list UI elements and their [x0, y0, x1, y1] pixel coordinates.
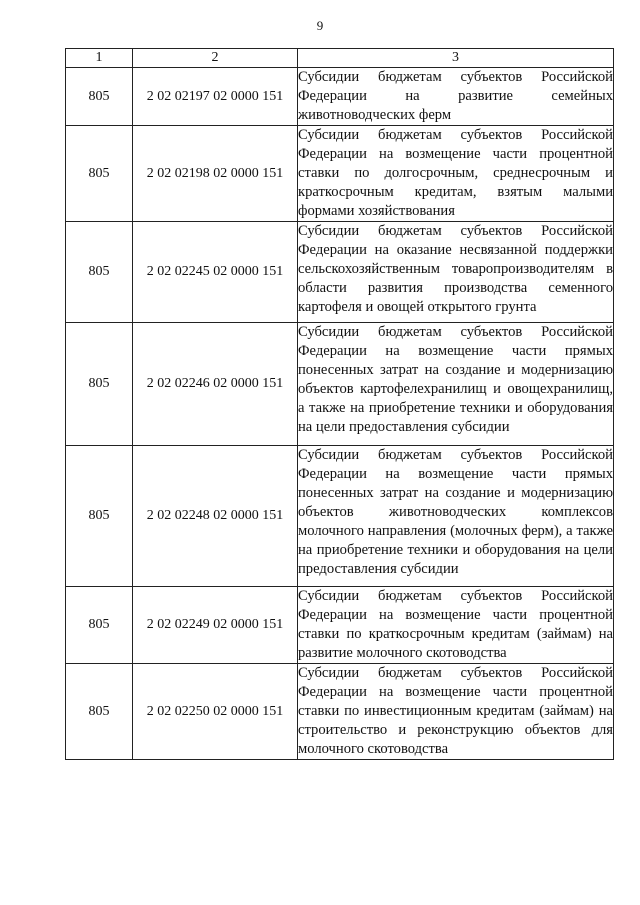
- budget-code-cell: 2 02 02245 02 0000 151: [133, 222, 298, 323]
- admin-code-cell: 805: [66, 446, 133, 587]
- column-header-1: 1: [66, 49, 133, 68]
- column-header-2: 2: [133, 49, 298, 68]
- admin-code-cell: 805: [66, 323, 133, 446]
- admin-code-cell: 805: [66, 222, 133, 323]
- budget-code-cell: 2 02 02249 02 0000 151: [133, 587, 298, 664]
- admin-code-cell: 805: [66, 126, 133, 222]
- description-cell: Субсидии бюджетам субъектов Российской Федерации на возмещение части процентной ставки по краткосрочным кредитам (займам) на развитие молочного скотоводства: [298, 587, 614, 664]
- admin-code-cell: 805: [66, 587, 133, 664]
- budget-codes-table: [65, 48, 614, 760]
- description-cell: Субсидии бюджетам субъектов Российской Федерации на возмещение части прямых понесенных затрат на создание и модернизацию объектов картофелехранилищ и овощехранилищ, а также на приобретение техники и оборудования на цели предоставления субсидии: [298, 323, 614, 446]
- admin-code-cell: 805: [66, 68, 133, 126]
- table-row: [66, 323, 614, 446]
- table-row: [66, 446, 614, 587]
- description-cell: Субсидии бюджетам субъектов Российской Федерации на оказание несвязанной поддержки сельскохозяйственным товаропроизводителям в области развития производства семенного картофеля и овощей открытого грунта: [298, 222, 614, 323]
- description-cell: Субсидии бюджетам субъектов Российской Федерации на возмещение части процентной ставки по инвестиционным кредитам (займам) на строительство и реконструкцию объектов для молочного скотоводства: [298, 664, 614, 760]
- description-cell: Субсидии бюджетам субъектов Российской Федерации на возмещение части процентной ставки по долгосрочным, среднесрочным и краткосрочным кредитам, взятым малыми формами хозяйствования: [298, 126, 614, 222]
- page-number: 9: [316, 18, 324, 33]
- table-row: [66, 587, 614, 664]
- column-header-3: 3: [298, 49, 614, 68]
- budget-code-cell: 2 02 02246 02 0000 151: [133, 323, 298, 446]
- description-cell: Субсидии бюджетам субъектов Российской Федерации на развитие семейных животноводческих ферм: [298, 68, 614, 126]
- table-row: [66, 126, 614, 222]
- table-row: [66, 68, 614, 126]
- table-row: [66, 664, 614, 760]
- header-row: [66, 49, 614, 68]
- budget-code-cell: 2 02 02248 02 0000 151: [133, 446, 298, 587]
- description-cell: Субсидии бюджетам субъектов Российской Федерации на возмещение части прямых понесенных затрат на создание и модернизацию объектов животноводческих комплексов молочного направления (молочных ферм), а также на приобретение техники и оборудования на цели предоставления субсидии: [298, 446, 614, 587]
- admin-code-cell: 805: [66, 664, 133, 760]
- budget-code-cell: 2 02 02198 02 0000 151: [133, 126, 298, 222]
- budget-code-cell: 2 02 02250 02 0000 151: [133, 664, 298, 760]
- budget-code-cell: 2 02 02197 02 0000 151: [133, 68, 298, 126]
- table-row: [66, 222, 614, 323]
